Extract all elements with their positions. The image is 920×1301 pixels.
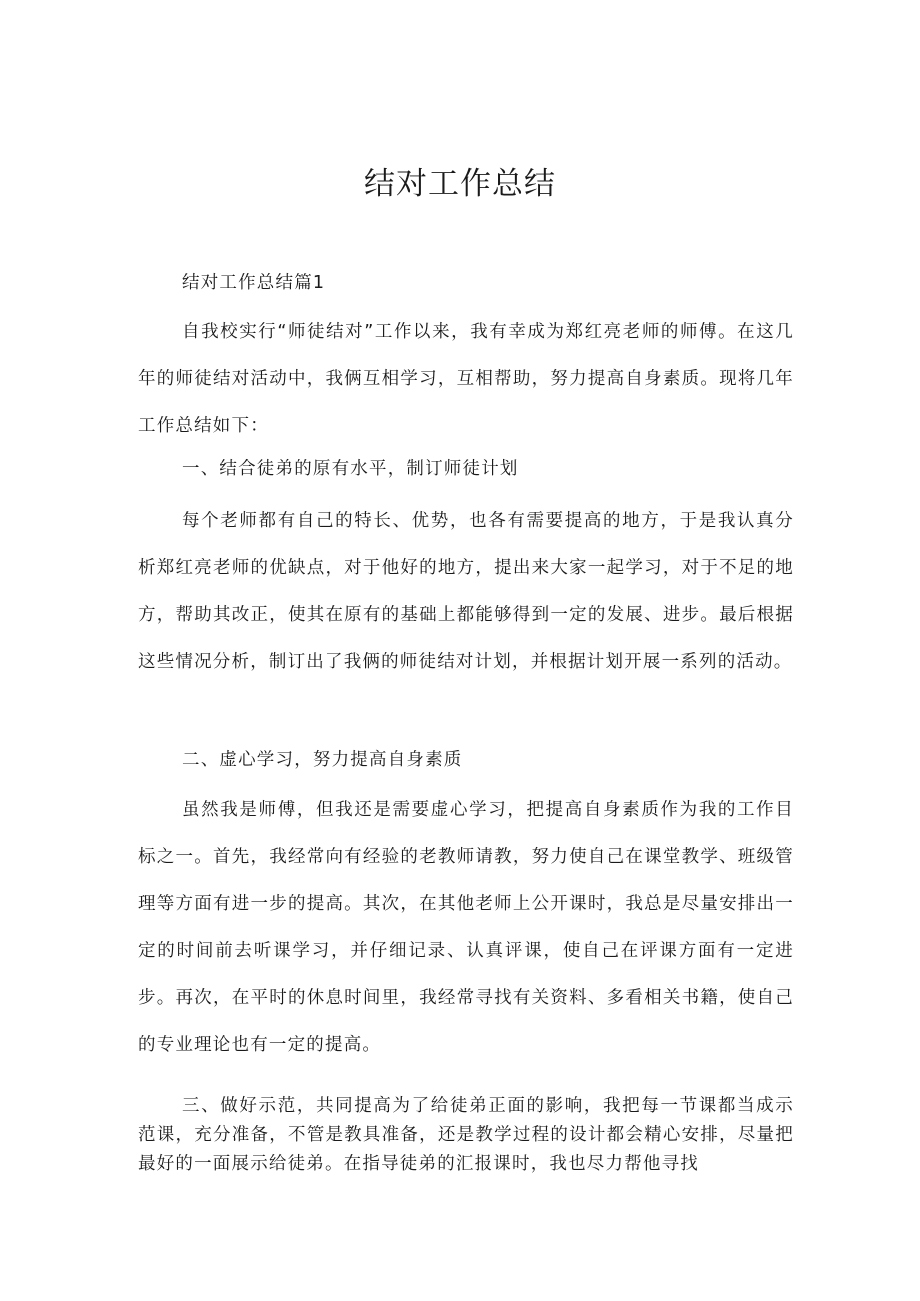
document-title: 结对工作总结 [364,166,556,202]
heading-one: 一、结合徒弟的原有水平，制订师徒计划 [182,459,519,479]
body-three-paragraph: 三、做好示范，共同提高为了给徒弟正面的影响，我把每一节课都当成示范课，充分准备，不管是教具准备，还是教学过程的设计都会精心安排，尽量把最好的一面展示给徒弟。在指导徒弟的汇报课时，我也尽力帮他寻找 [138,1096,794,1174]
intro-paragraph: 自我校实行“师徒结对”工作以来，我有幸成为郑红亮老师的师傅。在这几年的师徒结对活动中，我俩互相学习，互相帮助，努力提高自身素质。现将几年工作总结如下： [138,322,794,436]
body-one-paragraph: 每个老师都有自己的特长、优势，也各有需要提高的地方，于是我认真分析郑红亮老师的优缺点，对于他好的地方，提出来大家一起学习，对于不足的地方，帮助其改正，使其在原有的基础上都能够得到一定的发展、进步。最后根据这些情况分析，制订出了我俩的师徒结对计划，并根据计划开展一系列的活动。 [138,511,794,672]
heading-two: 二、虚心学习，努力提高自身素质 [182,750,463,770]
section-heading: 结对工作总结篇1 [182,273,326,293]
body-two-paragraph: 虽然我是师傅，但我还是需要虚心学习，把提高自身素质作为我的工作目标之一。首先，我经常向有经验的老教师请教，努力使自己在课堂教学、班级管理等方面有进一步的提高。其次，在其他老师上公开课时，我总是尽量安排出一定的时间前去听课学习，并仔细记录、认真评课，使自己在评课方面有一定进步。再次，在平时的休息时间里，我经常寻找有关资料、多看相关书籍，使自己的专业理论也有一定的提高。 [138,800,794,1055]
